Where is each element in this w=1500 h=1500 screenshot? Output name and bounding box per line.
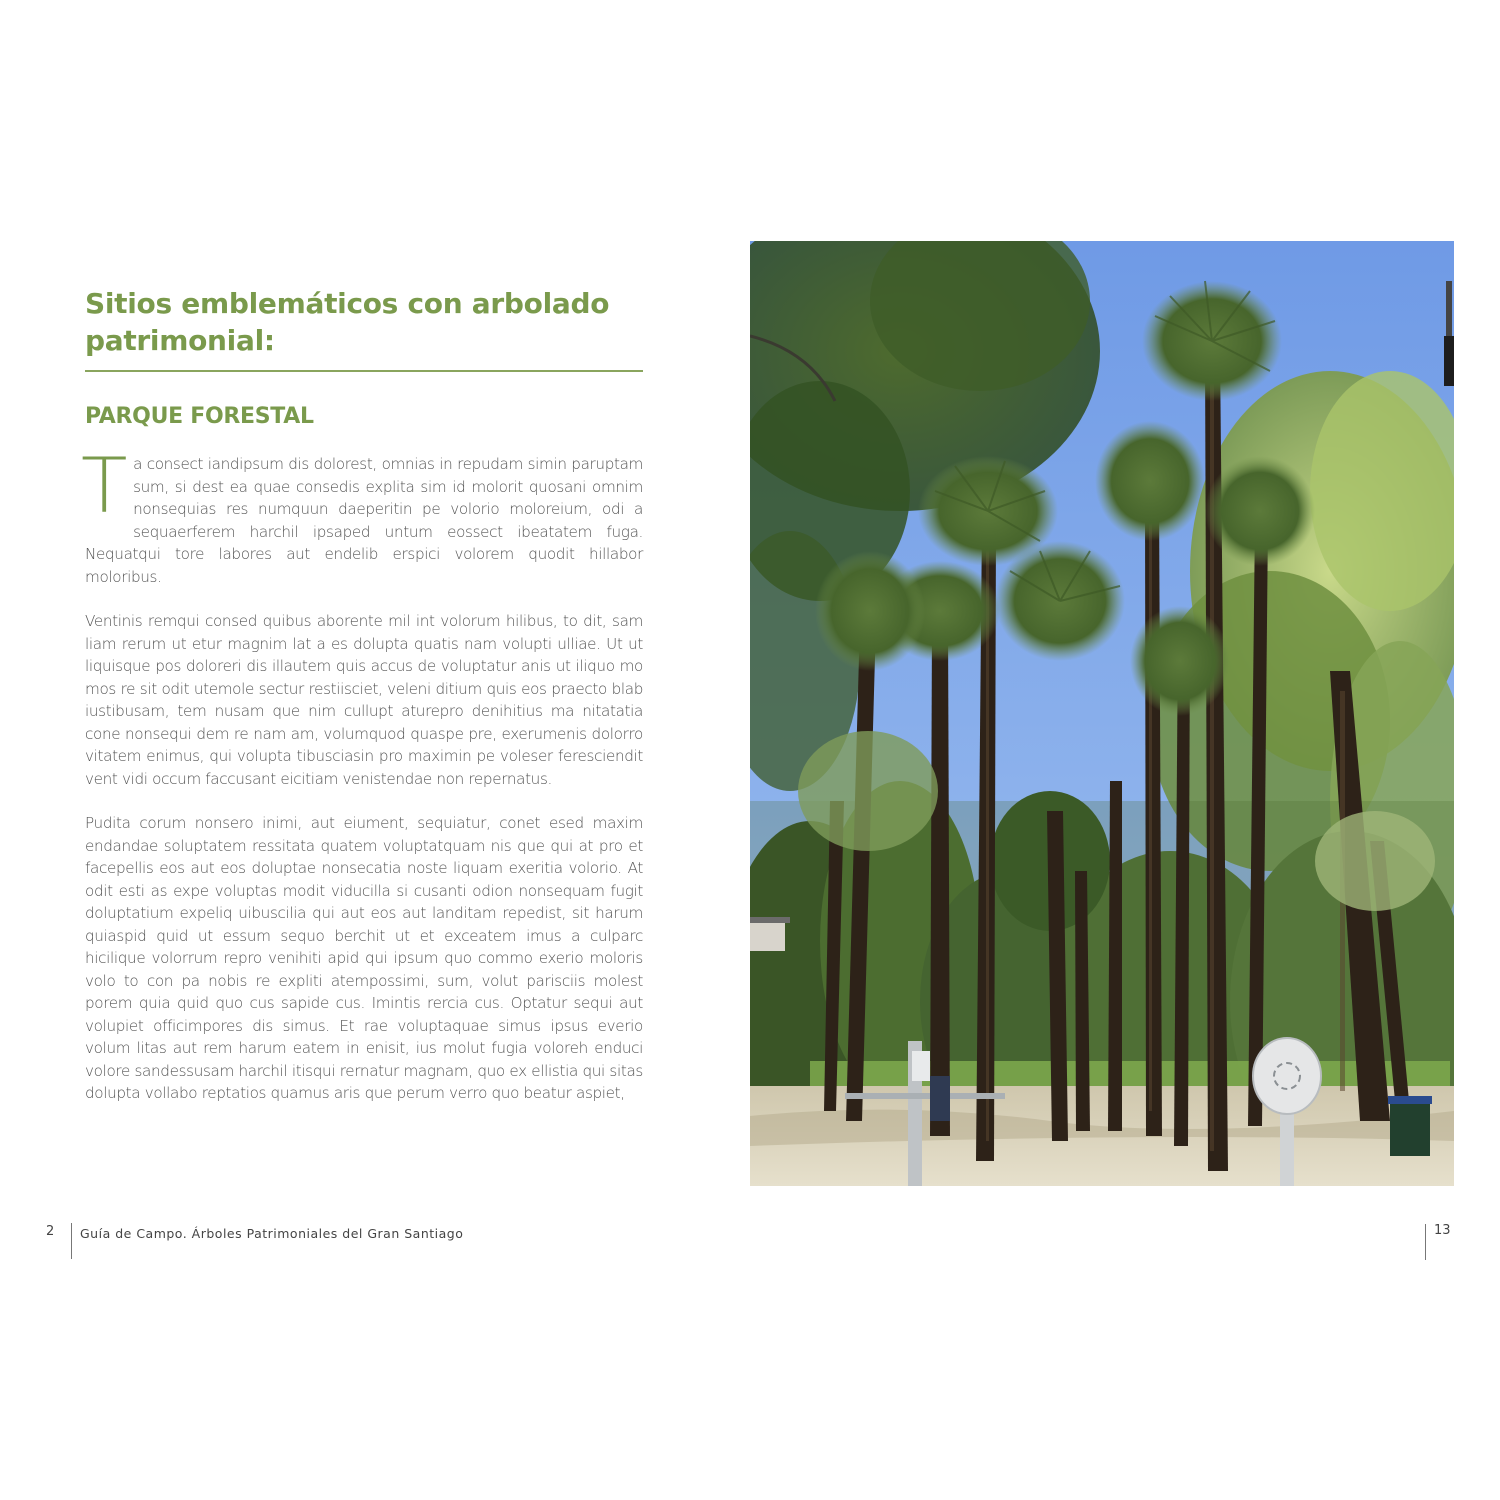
page-number-left: 2 [46,1224,55,1239]
title-divider [85,370,643,372]
page-number-right: 13 [1434,1223,1451,1238]
left-page [81,285,643,1105]
body-paragraph-2: Ventinis remqui consed quibus aborente mil int volorum hilibus, to dit, sam liam rerum ut etur magnim lat a es dolupta quatis nam volupti ulliae. Ut ut liquisque pos doloreri dis illautem quis accus de voluptatur anis ut iliquo mo mos re sit odit utemole sectur restiisciet, veleni ditium quis eos praecto blab iustibusam, tem nusam que nim cullupt aturepro denihitius ma nitatatia cone nonsequi dem re nam am, volumquod quaspe pre, exerumenis dolorro vitatem enimus, qui volupta tibusciasin pro maximin pe voleser feresciendit vent vidi occum faccusant eicitiam venistendae non repernatus. [85,612,643,788]
paragraph-text: a consect iandipsum dis dolorest, omnias in repudam simin paruptam sum, si dest ea quae consedis explita sim id molorit quosani omnim nonsequias res numquun daeperitin pe volorio moloreium, odi a sequaerferem harchil ipsaped untum eossect ibeatatem fuga. Nequatqui tore labores aut endelib erspici volorem quodit hillabor moloribus. [85,455,643,586]
page-title: Sitios emblemáticos con arbolado patrimonial: [85,287,610,357]
body-paragraph-3: Pudita corum nonsero inimi, aut eiument, sequiatur, conet esed maxim endandae soluptatem ressitata quatem voluptatquam nis que qui at pro et facepellis eos aut eos doluptae nonsecatia noste liquam exeritia volorio. At odit esti as expe voluptas modit viducilla si cusanti odion nonsequam fugit doluptatium expeliq uibuscilia qui aut eos aut landitam repedist, sit harum quiaspid quid ut essum sequo berchit ut et exceatem imus a culparc hicilique volorrum repro venihiti apid qui ipsum quo commo exerio moloris volo to con pa nobis re expliti atempossimi, sum, volut parisciis molest porem quia quid quo cus sapide cus. Imintis rercia cus. Optatur sequi aut volupiet officimpores dis simus. Et rae voluptaquae simus ipsus everio volum litas aut rem harum eatem in enisit, ius molut fugia voloreh enduci volore sandessusam harchil itisqui rernatur magnam, quo ex ellistia qui sitas dolupta vollabo reptatios quamus aris que perum verro quo beatur aspiet, [85,814,643,1102]
footer-divider-left [71,1223,72,1259]
palm-trees-photo-icon [750,241,1454,1186]
running-head: Guía de Campo. Árboles Patrimoniales del Gran Santiago [80,1226,464,1241]
section-heading: PARQUE FORESTAL [85,404,314,429]
body-paragraph-1 [81,441,643,588]
footer-divider-right [1425,1224,1426,1260]
drop-cap: T [81,441,128,530]
park-photo [750,241,1454,1186]
